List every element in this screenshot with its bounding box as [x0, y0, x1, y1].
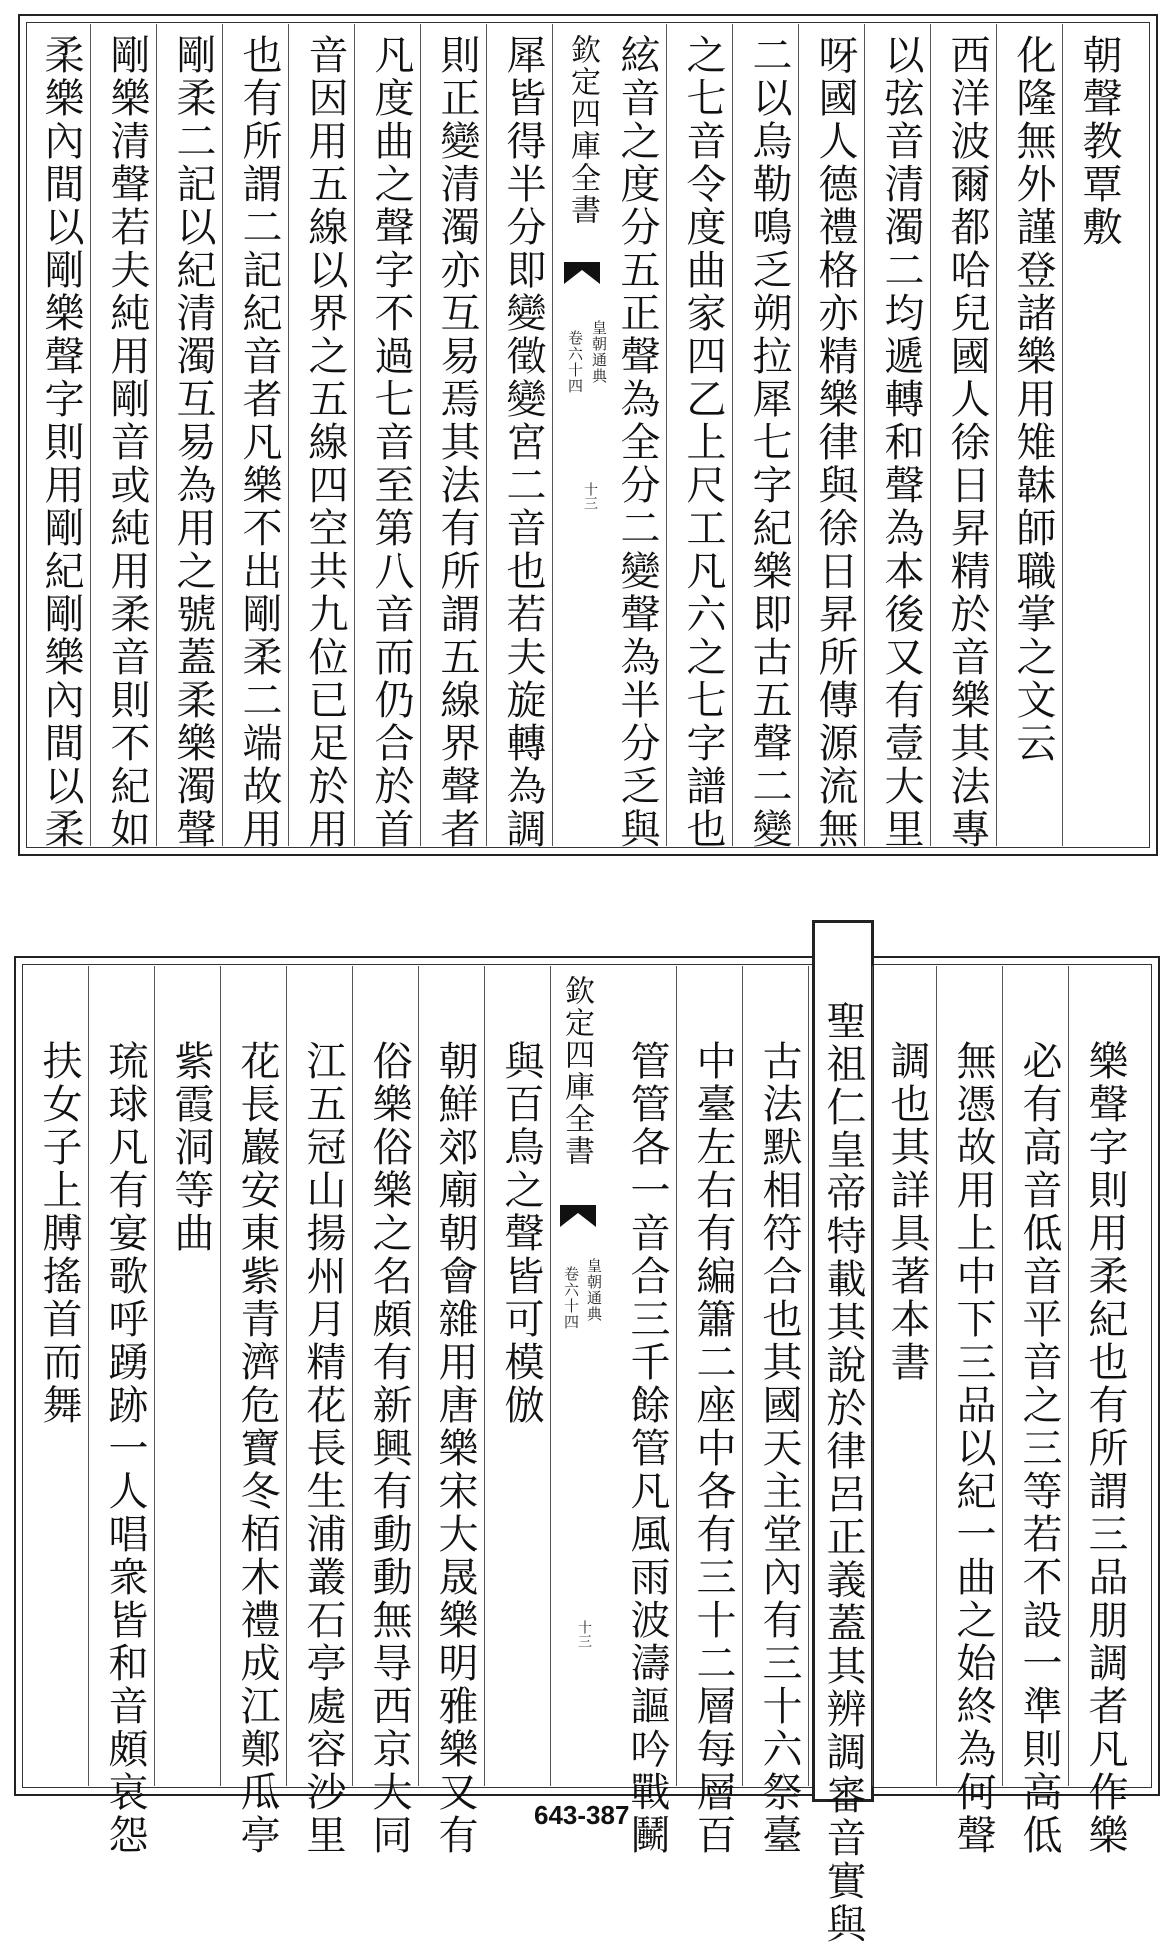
top-text-column: 呀國人德禮格亦精樂律與徐日昇所傳源流無: [812, 34, 858, 851]
top-column-rule: [288, 24, 289, 846]
bottom-text-column: 必有高音低音平音之三等若不設一準則高低: [1016, 1040, 1062, 1857]
top-text-column: 絃音之度分五正聲為全分二變聲為半分乏與: [614, 34, 660, 851]
bottom-text-column: 與百鳥之聲皆可模倣: [498, 1040, 544, 1427]
bottom-column-rule: [286, 966, 287, 1786]
top-column-rule: [732, 24, 733, 846]
top-text-column: 朝聲教覃敷: [1076, 34, 1122, 249]
top-column-rule: [666, 24, 667, 846]
bottom-column-rule: [808, 966, 809, 1786]
bottom-text-column: 花長巖安東紫青濟危寶冬栢木禮成江鄭瓜亭: [234, 1040, 280, 1857]
bottom-fish-tail-icon: [560, 1205, 596, 1227]
bottom-text-column: 調也其詳具著本書: [884, 1040, 930, 1384]
top-column-rule: [864, 24, 865, 846]
top-column-rule: [996, 24, 997, 846]
top-column-rule: [1062, 24, 1063, 846]
bottom-text-column: 俗樂俗樂之名頗有新興有動動無㝵西京大同: [366, 1040, 412, 1857]
bottom-column-rule: [742, 966, 743, 1786]
top-column-rule: [156, 24, 157, 846]
bottom-column-rule: [352, 966, 353, 1786]
bottom-column-rule: [1002, 966, 1003, 1786]
top-column-rule: [552, 24, 553, 846]
top-text-column: 化隆無外謹登諸樂用雉韎師職掌之文云: [1010, 34, 1056, 765]
bottom-page-number: 十三: [576, 1620, 592, 1648]
bottom-column-rule: [872, 966, 873, 1786]
top-spine-title: 欽定四庫全書: [565, 34, 600, 226]
top-text-column: 則正變清濁亦互易焉其法有所謂五線界聲者: [434, 34, 480, 851]
top-column-rule: [420, 24, 421, 846]
top-text-column: 以弦音清濁二均遞轉和聲為本後又有壹大里: [878, 34, 924, 851]
bottom-text-column: 琉球凡有宴歌呼踴跡一人唱衆皆和音頗哀怨: [102, 1040, 148, 1857]
bottom-column-rule: [220, 966, 221, 1786]
top-column-rule: [90, 24, 91, 846]
top-text-column: 柔樂內間以剛樂聲字則用剛紀剛樂內間以柔: [38, 34, 84, 851]
bottom-text-column: 江五冠山揚州月精花長生浦叢石亭處容沙里: [300, 1040, 346, 1857]
bottom-spine-book: 皇朝通典: [585, 1258, 603, 1322]
top-column-rule: [354, 24, 355, 846]
bottom-text-column: 朝鮮郊廟朝會雜用唐樂宋大晟樂明雅樂又有: [432, 1040, 478, 1857]
top-page-number: 十三: [582, 482, 598, 510]
bottom-column-rule: [1068, 966, 1069, 1786]
top-column-rule: [930, 24, 931, 846]
bottom-column-rule: [550, 966, 551, 1786]
top-spine-book: 皇朝通典: [590, 320, 608, 384]
bottom-text-column: 中臺左右有編簫二座中各有三十二層每層百: [690, 1040, 736, 1857]
bottom-text-column: 紫霞洞等曲: [168, 1040, 214, 1255]
top-text-column: 之七音令度曲家四乙上尺工凡六之七字譜也: [680, 34, 726, 851]
bottom-column-rule: [484, 966, 485, 1786]
bottom-text-column: 古法默相符合也其國天主堂內有三十六祭臺: [756, 1040, 802, 1857]
top-column-rule: [222, 24, 223, 846]
top-spine-volume: 卷六十四: [566, 330, 584, 394]
top-fish-tail-icon: [564, 262, 600, 284]
top-text-column: 西洋波爾都哈兒國人徐日昇精於音樂其法專: [944, 34, 990, 851]
page-footer-number: 643-387: [534, 1800, 630, 1830]
bottom-spine-volume: 卷六十四: [562, 1266, 580, 1330]
bottom-text-column: 聖祖仁皇帝特載其說於律呂正義蓋其辨調審音實與: [820, 1000, 866, 1946]
bottom-text-column: 扶女子上膊搖首而舞: [36, 1040, 82, 1427]
top-text-column: 二以烏勒鳴乏朔拉犀七字紀樂即古五聲二變: [746, 34, 792, 851]
bottom-text-column: 樂聲字則用柔紀也有所謂三品朋調者凡作樂: [1082, 1040, 1128, 1857]
top-text-column: 犀皆得半分即變徵變宮二音也若夫旋轉為調: [500, 34, 546, 851]
bottom-column-rule: [154, 966, 155, 1786]
bottom-column-rule: [676, 966, 677, 1786]
bottom-spine-title: 欽定四庫全書: [559, 975, 594, 1167]
bottom-column-rule: [936, 966, 937, 1786]
bottom-text-column: 管管各一音合三千餘管凡風雨波濤謳吟戰鬭: [624, 1040, 670, 1857]
top-text-column: 凡度曲之聲字不過七音至第八音而仍合於首: [368, 34, 414, 851]
top-text-column: 音因用五線以界之五線四空共九位已足於用: [302, 34, 348, 851]
top-text-column: 剛柔二記以紀清濁互易為用之號蓋柔樂濁聲: [170, 34, 216, 851]
bottom-column-rule: [88, 966, 89, 1786]
bottom-text-column: 無憑故用上中下三品以紀一曲之始終為何聲: [950, 1040, 996, 1857]
top-column-rule: [486, 24, 487, 846]
top-column-rule: [798, 24, 799, 846]
top-text-column: 剛樂清聲若夫純用剛音或純用柔音則不紀如: [104, 34, 150, 851]
top-text-column: 也有所謂二記紀音者凡樂不出剛柔二端故用: [236, 34, 282, 851]
bottom-column-rule: [418, 966, 419, 1786]
